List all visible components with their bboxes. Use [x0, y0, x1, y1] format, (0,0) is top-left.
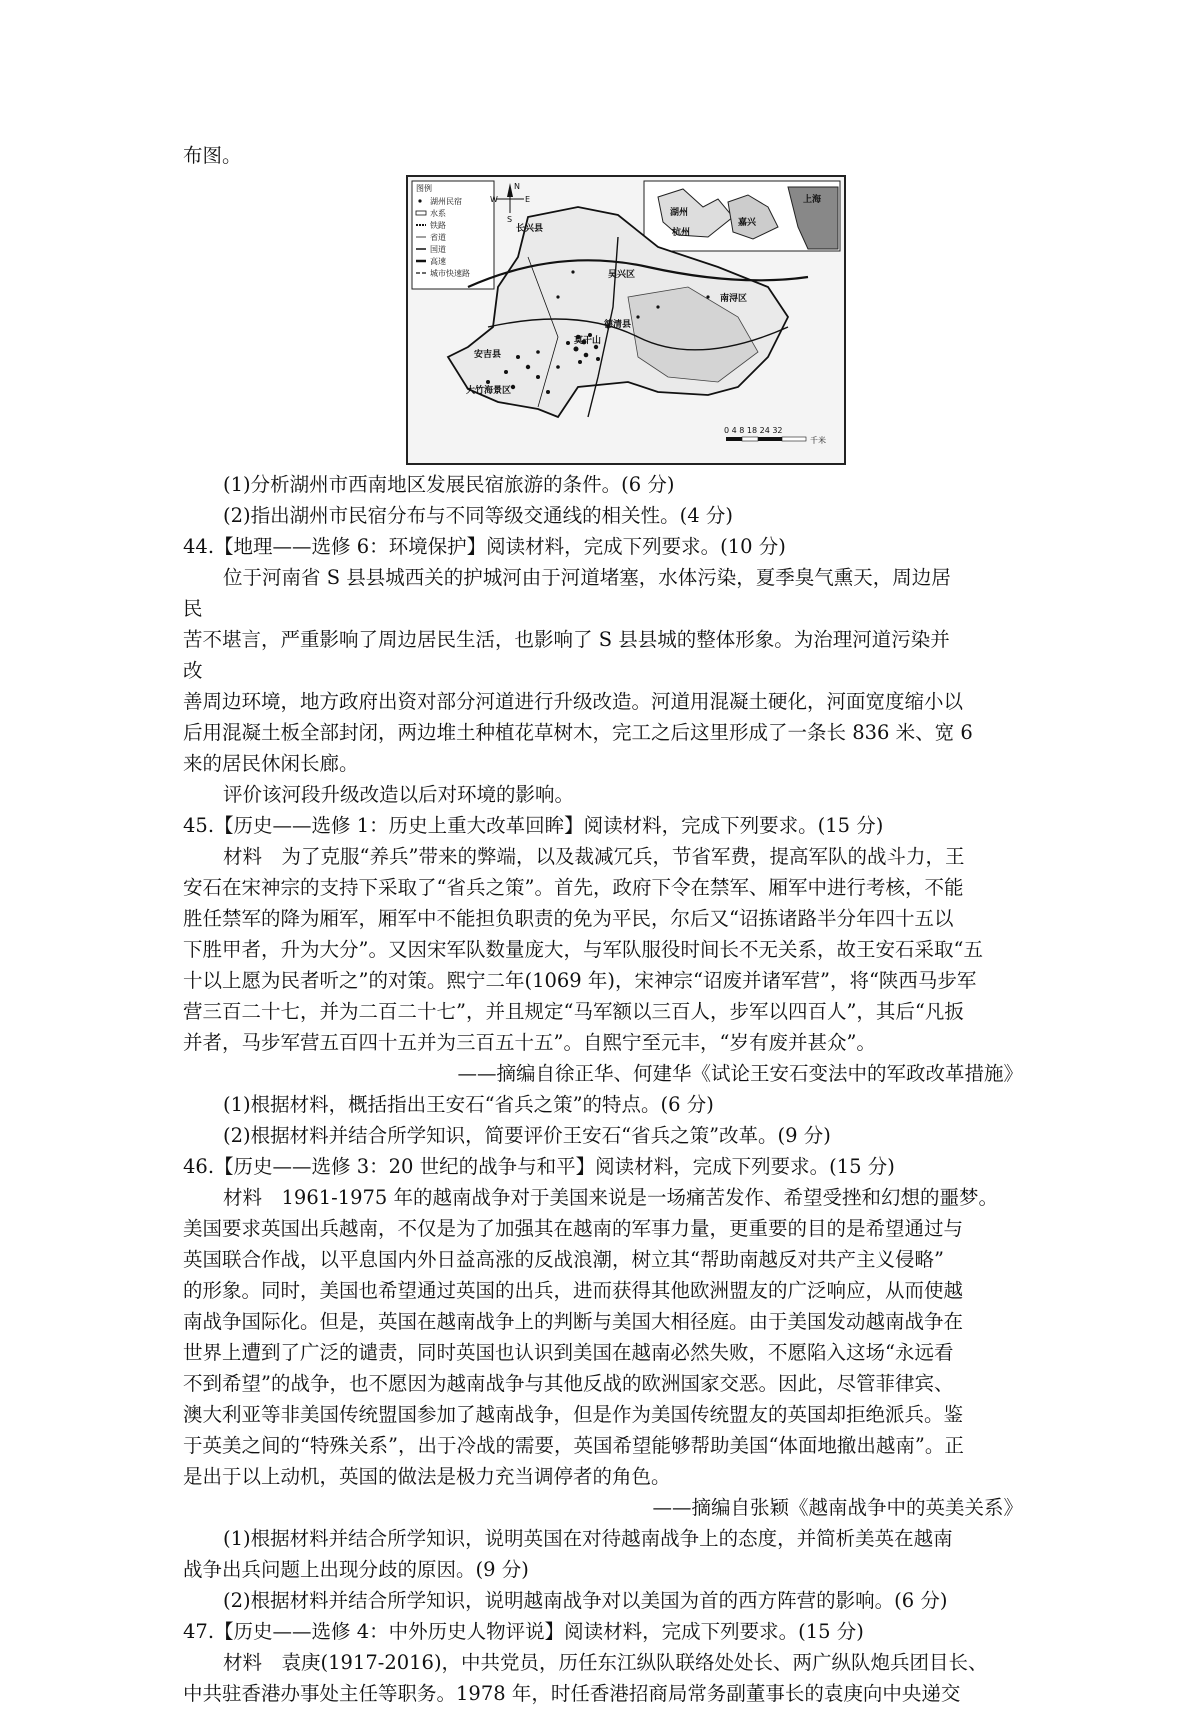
scale-ticks: 0 4 8 18 24 32	[724, 426, 783, 435]
legend-item: 省道	[430, 233, 446, 242]
legend-title: 图例	[416, 184, 432, 193]
scale-unit: 千米	[810, 436, 826, 445]
place-label: 安吉县	[474, 350, 502, 360]
place-label: 德清县	[604, 320, 632, 330]
text-line: 后用混凝土板全部封闭，两边堆土种植花草树木，完工之后这里形成了一条长 836 米、宽 6	[183, 721, 973, 744]
compass-south: S	[507, 215, 513, 224]
text-line: 44.【地理——选修 6：环境保护】阅读材料，完成下列要求。(10 分)	[183, 535, 786, 558]
text-line: 胜任禁军的降为厢军，厢军中不能担负职责的免为平民，尔后又“诏拣诸路半分年四十五以	[183, 907, 954, 930]
place-label: 长兴县	[516, 224, 544, 234]
text-line: 澳大利亚等非美国传统盟国参加了越南战争，但是作为美国传统盟友的英国却拒绝派兵。鉴	[183, 1403, 964, 1426]
text-line: 营三百二十七，并为二百二十七”，并且规定“马军额以三百人，步军以四百人”，其后“凡扳	[183, 1000, 964, 1023]
text-line: (1)根据材料并结合所学知识，说明英国在对待越南战争上的态度，并简析美英在越南	[223, 1527, 953, 1550]
place-label: 吴兴区	[608, 270, 636, 280]
legend-item: 湖州民宿	[430, 197, 462, 206]
text-line: (1)根据材料，概括指出王安石“省兵之策”的特点。(6 分)	[223, 1093, 714, 1116]
text-line: ——摘编自张颖《越南战争中的英美关系》	[652, 1496, 1023, 1519]
text-line: 下胜甲者，升为大分”。又因宋军队数量庞大，与军队服役时间长不无关系，故王安石采取“五	[183, 938, 983, 961]
place-label: 大竹海景区	[466, 386, 512, 396]
text-line: 世界上遭到了广泛的谴责，同时英国也认识到美国在越南必然失败，不愿陷入这场“永远看	[183, 1341, 954, 1364]
text-line: 45.【历史——选修 1：历史上重大改革回眸】阅读材料，完成下列要求。(15 分)	[183, 814, 884, 837]
text-line: 是出于以上动机，英国的做法是极力充当调停者的角色。	[183, 1465, 671, 1488]
text-line: 于英美之间的“特殊关系”，出于冷战的需要，英国希望能够帮助美国“体面地撤出越南”。正	[183, 1434, 964, 1457]
text-line: 美国要求英国出兵越南，不仅是为了加强其在越南的军事力量，更重要的目的是希望通过与	[183, 1217, 964, 1240]
legend-symbol-homestay	[418, 199, 421, 202]
text-line: 材料 为了克服“养兵”带来的弊端，以及裁减冗兵，节省军费，提高军队的战斗力，王	[223, 845, 965, 868]
inset-label: 上海	[803, 195, 822, 205]
text-line: (1)分析湖州市西南地区发展民宿旅游的条件。(6 分)	[223, 473, 675, 496]
text-line: 材料 1961-1975 年的越南战争对于美国来说是一场痛苦发作、希望受挫和幻想的噩梦。	[223, 1186, 999, 1209]
huzhou-map-figure	[406, 175, 846, 465]
scale-bar	[724, 426, 826, 445]
legend-item: 水系	[430, 209, 446, 218]
text-line: 来的居民休闲长廊。	[183, 752, 359, 775]
text-line: 英国联合作战，以平息国内外日益高涨的反战浪潮，树立其“帮助南越反对共产主义侵略”	[183, 1248, 944, 1271]
legend-item: 铁路	[430, 221, 446, 230]
compass-north: N	[514, 182, 520, 191]
text-line: 南战争国际化。但是，英国在越南战争上的判断与美国大相径庭。由于美国发动越南战争在	[183, 1310, 964, 1333]
text-line: 善周边环境，地方政府出资对部分河道进行升级改造。河道用混凝土硬化，河面宽度缩小以	[183, 690, 964, 713]
text-line: ——摘编自徐正华、何建华《试论王安石变法中的军政改革措施》	[457, 1062, 1023, 1085]
text-line: 并者，马步军营五百四十五并为三百五十五”。自熙宁至元丰，“岁有废并甚众”。	[183, 1031, 876, 1054]
text-line: 46.【历史——选修 3：20 世纪的战争与和平】阅读材料，完成下列要求。(15 分)	[183, 1155, 895, 1178]
text-line: 47.【历史——选修 4：中外历史人物评说】阅读材料，完成下列要求。(15 分)	[183, 1620, 864, 1643]
legend-item: 国道	[430, 245, 446, 254]
text-line: 民	[183, 597, 203, 620]
text-line: 安石在宋神宗的支持下采取了“省兵之策”。首先，政府下令在禁军、厢军中进行考核，不能	[183, 876, 964, 899]
header-line: 布图。	[183, 144, 242, 167]
map-graphic	[408, 177, 844, 463]
text-line: 的形象。同时，美国也希望通过英国的出兵，进而获得其他欧洲盟友的广泛响应，从而使越	[183, 1279, 964, 1302]
text-line: 苦不堪言，严重影响了周边居民生活，也影响了 S 县县城的整体形象。为治理河道污染并	[183, 628, 950, 651]
text-line: 中共驻香港办事处主任等职务。1978 年，时任香港招商局常务副董事长的袁庚向中央递交	[183, 1682, 961, 1705]
text-line: 位于河南省 S 县县城西关的护城河由于河道堵塞，水体污染，夏季臭气熏天，周边居	[223, 566, 951, 589]
compass-east: E	[525, 195, 531, 204]
compass-icon	[490, 182, 530, 224]
compass-west: W	[490, 195, 498, 204]
text-line: (2)指出湖州市民宿分布与不同等级交通线的相关性。(4 分)	[223, 504, 733, 527]
legend-item: 高速	[430, 257, 446, 266]
text-line: 改	[183, 659, 203, 682]
document-page	[183, 140, 1023, 1709]
text-line: 战争出兵问题上出现分歧的原因。(9 分)	[183, 1558, 529, 1581]
legend-item: 城市快速路	[430, 269, 470, 278]
text-line: (2)根据材料并结合所学知识，简要评价王安石“省兵之策”改革。(9 分)	[223, 1124, 831, 1147]
text-line: 十以上愿为民者听之”的对策。熙宁二年(1069 年)，宋神宗“诏废并诸军营”，将“陕西马步军	[183, 969, 977, 992]
text-line: 评价该河段升级改造以后对环境的影响。	[223, 783, 575, 806]
inset-label: 嘉兴	[738, 218, 757, 228]
body-text	[183, 469, 1023, 1709]
place-label: 南浔区	[720, 294, 748, 304]
text-line: 材料 袁庚(1917-2016)，中共党员，历任东江纵队联络处处长、两广纵队炮兵团目长、	[223, 1651, 988, 1674]
text-line: (2)根据材料并结合所学知识，说明越南战争对以美国为首的西方阵营的影响。(6 分)	[223, 1589, 948, 1612]
inset-label: 湖州	[670, 208, 689, 218]
place-label: 莫干山	[574, 336, 602, 346]
text-line: 不到希望”的战争，也不愿因为越南战争与其他反战的欧洲国家交恶。因此，尽管菲律宾、	[183, 1372, 954, 1395]
inset-label: 杭州	[672, 228, 691, 238]
